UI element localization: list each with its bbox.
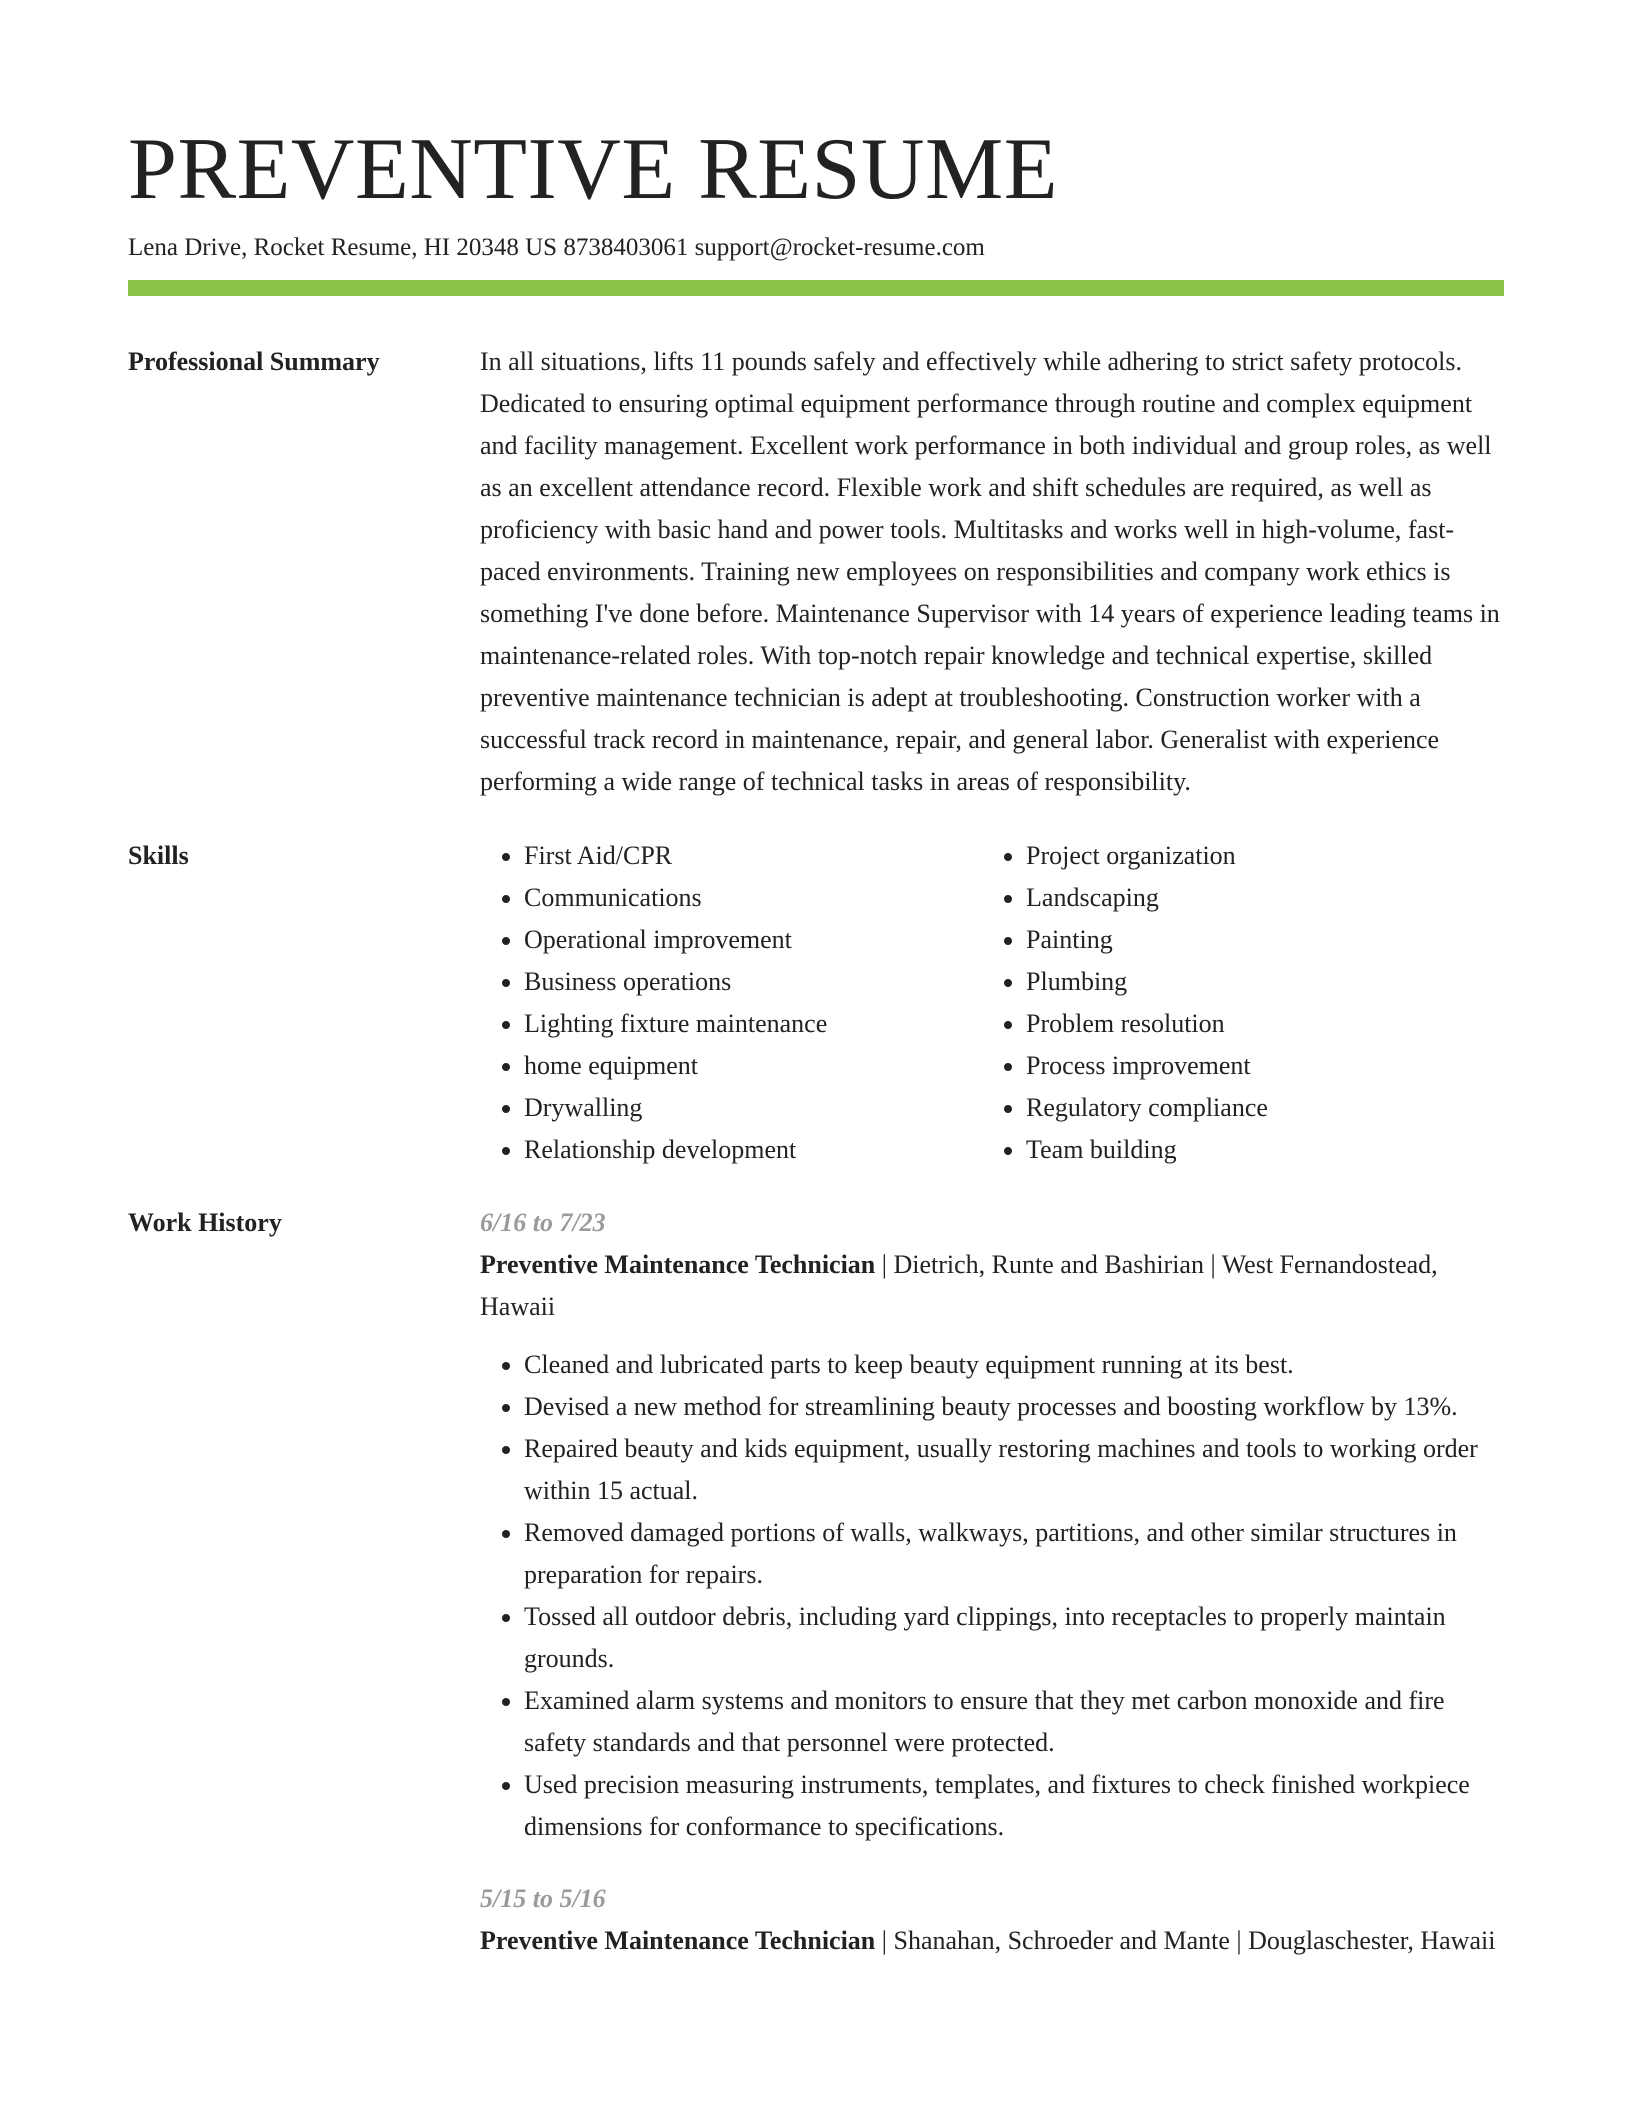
skill-item: • Painting [1026, 919, 1504, 961]
work-history-body [480, 1202, 1504, 1962]
contact-email: support@rocket-resume.com [694, 234, 985, 261]
skill-item: • Lighting fixture maintenance [524, 1003, 982, 1045]
skill-item: • Problem resolution [1026, 1003, 1504, 1045]
skills-columns [480, 835, 1504, 1171]
skills-heading: Skills [128, 841, 189, 870]
job-bullet: • Cleaned and lubricated parts to keep beauty equipment running at its best. [524, 1344, 1504, 1386]
job-details: | Dietrich, Runte and Bashirian | West Fernandostead, Hawaii [480, 1250, 1438, 1321]
contact-line [128, 230, 1504, 266]
skill-item: • Process improvement [1026, 1045, 1504, 1087]
summary-text: In all situations, lifts 11 pounds safely and effectively while adhering to strict safety protocols. Dedicated to ensuring optimal equipment performance through routine and complex equipment and facility management. Excellent work performance in both individual and group roles, as well as an excellent attendance record. Flexible work and shift schedules are required, as well as proficiency with basic hand and power tools. Multitasks and works well in high-volume, fast-paced environments. Training new employees on responsibilities and company work ethics is something I've done before. Maintenance Supervisor with 14 years of experience leading teams in maintenance-related roles. With top-notch repair knowledge and technical expertise, skilled preventive maintenance technician is adept at troubleshooting. Construction worker with a successful track record in maintenance, repair, and general labor. Generalist with experience performing a wide range of technical tasks in areas of responsibility. [480, 347, 1500, 796]
skill-item: • First Aid/CPR [524, 835, 982, 877]
work-history-section [128, 1202, 1504, 1962]
job-entry [480, 1878, 1504, 1962]
contact-address: Lena Drive, Rocket Resume, HI 20348 US [128, 234, 558, 261]
skills-column-1 [480, 835, 982, 1171]
skill-item: • Regulatory compliance [1026, 1087, 1504, 1129]
job-bullet: • Devised a new method for streamlining beauty processes and boosting workflow by 13%. [524, 1386, 1504, 1428]
skills-column-2 [982, 835, 1504, 1171]
job-heading [480, 1244, 1504, 1328]
job-heading [480, 1920, 1504, 1962]
job-title: Preventive Maintenance Technician [480, 1250, 876, 1279]
job-details: | Shanahan, Schroeder and Mante | Douglaschester, Hawaii [875, 1926, 1496, 1955]
skill-item: • Communications [524, 877, 982, 919]
job-bullet: • Examined alarm systems and monitors to ensure that they met carbon monoxide and fire safety standards and that personnel were protected. [524, 1680, 1504, 1764]
skill-item: • Operational improvement [524, 919, 982, 961]
job-dates: 6/16 to 7/23 [480, 1208, 606, 1237]
job-title: Preventive Maintenance Technician [480, 1926, 876, 1955]
accent-divider [128, 280, 1504, 296]
skill-item: • Drywalling [524, 1087, 982, 1129]
job-bullet: • Tossed all outdoor debris, including yard clippings, into receptacles to properly maintain grounds. [524, 1596, 1504, 1680]
job-entry [480, 1202, 1504, 1848]
job-bullet-list [480, 1344, 1504, 1848]
work-history-heading: Work History [128, 1208, 282, 1237]
contact-phone: 8738403061 [563, 234, 689, 261]
skill-item: • Project organization [1026, 835, 1504, 877]
skills-section [128, 835, 1504, 1171]
summary-heading: Professional Summary [128, 347, 380, 376]
job-bullet: • Repaired beauty and kids equipment, usually restoring machines and tools to working order within 15 actual. [524, 1428, 1504, 1512]
summary-section [128, 341, 1504, 803]
resume-page [128, 118, 1504, 1962]
skill-item: • Plumbing [1026, 961, 1504, 1003]
skill-item: • Landscaping [1026, 877, 1504, 919]
skills-body [480, 835, 1504, 1171]
job-dates: 5/15 to 5/16 [480, 1884, 606, 1913]
skill-item: • Team building [1026, 1129, 1504, 1171]
resume-title: PREVENTIVE RESUME [128, 121, 1059, 218]
skill-item: • Business operations [524, 961, 982, 1003]
skill-item: • Relationship development [524, 1129, 982, 1171]
job-bullet: • Removed damaged portions of walls, walkways, partitions, and other similar structures in preparation for repairs. [524, 1512, 1504, 1596]
skill-item: • home equipment [524, 1045, 982, 1087]
job-bullet: • Used precision measuring instruments, templates, and fixtures to check finished workpiece dimensions for conformance to specifications. [524, 1764, 1504, 1848]
